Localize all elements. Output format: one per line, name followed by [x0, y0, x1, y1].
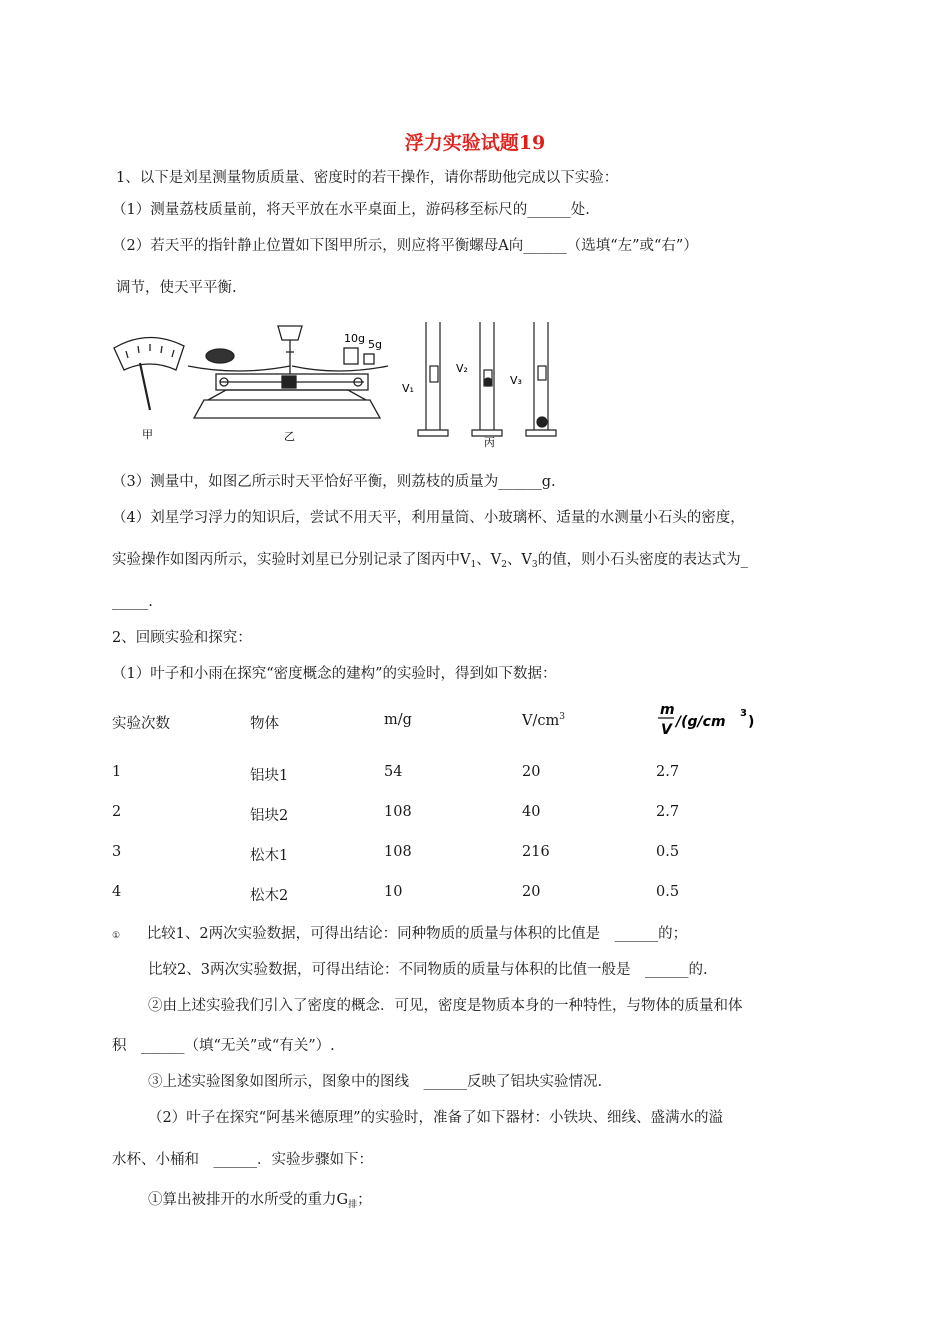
table-header-trial: 实验次数 [112, 716, 170, 732]
q2-conclusion1 [112, 924, 687, 946]
q2-conclusion2-line2: 积 ______（填“无关”或“有关”）. [112, 1038, 335, 1054]
table-cell: 108 [384, 804, 412, 820]
q1-part4-sep1: 、V [476, 552, 502, 568]
q1-part4-line2 [112, 550, 748, 575]
q1-part4-text: 实验操作如图丙所示，实验时刘星已分别记录了图丙中V [112, 552, 471, 568]
q1-part2-line2: 调节，使天平平衡. [116, 280, 237, 296]
v3-subscript: 3 [531, 560, 538, 570]
q1-part4-sep2: 、V [506, 552, 532, 568]
volume-unit: V/cm [522, 713, 560, 729]
label-v1: V₁ [402, 382, 414, 395]
measuring-cylinders-figure [418, 322, 556, 436]
table-header-mass: m/g [384, 712, 412, 728]
circled-one-mark: ① [112, 931, 121, 941]
q1-part4-line3: _____. [112, 594, 153, 610]
q1-part2-line1: （2）若天平的指针静止位置如下图甲所示，则应将平衡螺母A向______（选填“左”或“右”） [112, 238, 698, 254]
weight-5g: 5g [368, 338, 382, 351]
page-title: 浮力实验试题19 [404, 132, 546, 154]
q2-conclusion2-line1: ②由上述实验我们引入了密度的概念．可见，密度是物质本身的一种特性，与物体的质量和体 [148, 998, 743, 1014]
table-cell: 4 [112, 884, 122, 900]
weight-10g: 10g [344, 332, 365, 345]
table-cell: 20 [522, 884, 541, 900]
table-cell: 3 [112, 844, 122, 860]
density-denominator: V [661, 722, 672, 738]
q2-part2-line2: 水杯、小桶和 ______．实验步骤如下： [112, 1152, 373, 1168]
q1-part4-end: 的值，则小石头密度的表达式为_ [537, 552, 748, 568]
table-cell: 54 [384, 764, 403, 780]
pointer-gauge-figure [114, 337, 184, 410]
label-v2: V₂ [456, 362, 468, 375]
q2-step1-text: ①算出被排开的水所受的重力G [148, 1192, 349, 1208]
density-unit: /(g/cm [676, 714, 726, 730]
q2-step1-subscript: 排 [348, 1200, 358, 1210]
table-cell: 0.5 [656, 884, 680, 900]
table-cell: 铝块2 [250, 808, 289, 824]
table-cell: 2.7 [656, 804, 680, 820]
q2-stem: 2、回顾实验和探究： [112, 630, 252, 646]
q1-part4-line1: （4）刘星学习浮力的知识后，尝试不用天平，利用量筒、小玻璃杯、适量的水测量小石头的密度， [112, 510, 745, 526]
table-cell: 松木1 [250, 848, 289, 864]
table-header-density [652, 700, 772, 740]
q2-part2-line1: （2）叶子在探究“阿基米德原理”的实验时，准备了如下器材：小铁块、细线、盛满水的溢 [148, 1110, 724, 1126]
density-unit-close: ) [748, 714, 755, 730]
q1-stem: 1、以下是刘星测量物质质量、密度时的若干操作，请你帮助他完成以下实验： [116, 170, 619, 186]
q1-part1: （1）测量荔枝质量前，将天平放在水平桌面上，游码移至标尺的______处. [112, 202, 590, 218]
table-cell: 40 [522, 804, 541, 820]
table-cell: 0.5 [656, 844, 680, 860]
volume-unit-exponent: 3 [559, 712, 565, 722]
q2-step1-end: ； [357, 1192, 372, 1208]
v2-subscript: 2 [501, 560, 507, 570]
table-header-object: 物体 [250, 716, 279, 732]
v1-subscript: 1 [470, 560, 477, 570]
experiment-figure [108, 318, 568, 448]
q1-part3: （3）测量中，如图乙所示时天平恰好平衡，则荔枝的质量为______g. [112, 474, 556, 490]
label-yi: 乙 [284, 430, 295, 443]
q2-step1 [148, 1190, 372, 1215]
table-header-volume [522, 712, 565, 729]
table-cell: 1 [112, 764, 122, 780]
q2-conclusion3: ③上述实验图象如图所示，图象中的图线 ______反映了铝块实验情况. [148, 1074, 603, 1090]
label-v3: V₃ [510, 374, 522, 387]
q2-part1: （1）叶子和小雨在探究“密度概念的建构”的实验时，得到如下数据： [112, 666, 557, 682]
density-numerator: m [660, 702, 675, 718]
table-cell: 10 [384, 884, 403, 900]
density-unit-exponent: 3 [740, 708, 747, 719]
q2-conclusion1-text: 比较1、2两次实验数据，可得出结论：同种物质的质量与体积的比值是 ______的； [146, 926, 688, 942]
table-cell: 2 [112, 804, 122, 820]
label-jia: 甲 [142, 428, 153, 441]
table-cell: 108 [384, 844, 412, 860]
table-cell: 铝块1 [250, 768, 289, 784]
label-bing: 丙 [484, 436, 495, 448]
table-cell: 2.7 [656, 764, 680, 780]
q2-conclusion1b: 比较2、3两次实验数据，可得出结论：不同物质的质量与体积的比值一般是 ______的. [148, 962, 708, 978]
table-cell: 216 [522, 844, 550, 860]
table-cell: 松木2 [250, 888, 289, 904]
table-cell: 20 [522, 764, 541, 780]
